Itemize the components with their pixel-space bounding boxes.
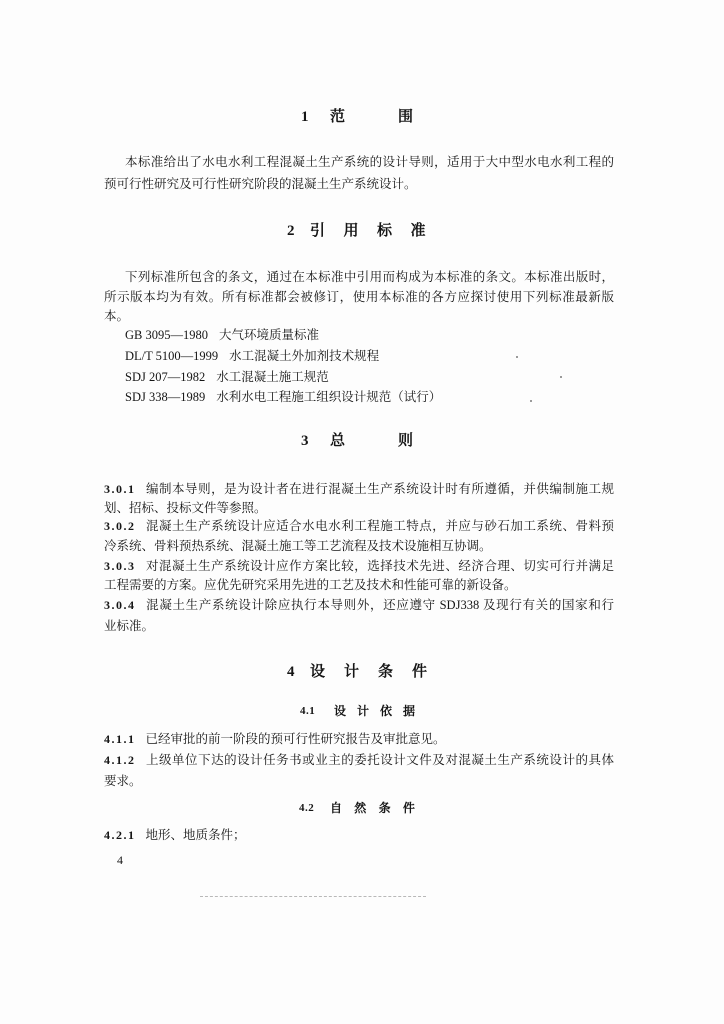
clause-line bbox=[104, 729, 614, 749]
standard-code: SDJ 338—1989 bbox=[125, 390, 206, 404]
subsection-heading-4-2 bbox=[0, 798, 724, 818]
subsection-title: 设计依据 bbox=[334, 704, 427, 718]
scan-artifact-line bbox=[200, 896, 426, 897]
clause-line bbox=[104, 516, 614, 536]
standard-code: DL/T 5100—1999 bbox=[125, 349, 219, 363]
clause-text: 上级单位下达的设计任务书或业主的委托设计文件及对混凝土生产系统设计的具体 bbox=[145, 753, 614, 767]
clause-text: 已经审批的前一阶段的预可行性研究报告及审批意见。 bbox=[145, 732, 446, 746]
clause-line bbox=[104, 479, 614, 499]
clause-line bbox=[104, 595, 614, 615]
section-heading-2 bbox=[0, 220, 724, 242]
page-number: 4 bbox=[117, 853, 123, 867]
clause-text: 对混凝土生产系统设计应作方案比较，选择技术先进、经济合理、切实可行并满足 bbox=[145, 559, 614, 573]
clause-text: 地形、地质条件； bbox=[145, 828, 246, 842]
clause-number: 4.2.1 bbox=[104, 828, 136, 842]
section-number: 2 bbox=[287, 223, 295, 239]
paragraph-line: 下列标准所包含的条文，通过在本标准中引用而构成为本标准的条文。本标准出版时， bbox=[125, 270, 614, 284]
standard-list-item bbox=[125, 387, 614, 407]
clause-number: 4.1.2 bbox=[104, 753, 136, 767]
standard-title: 水利水电工程施工组织设计规范（试行） bbox=[216, 390, 442, 404]
standard-title: 大气环境质量标准 bbox=[219, 328, 320, 342]
clause-number: 3.0.3 bbox=[104, 559, 136, 573]
standard-list-item bbox=[125, 346, 614, 366]
standard-title: 水工混凝土外加剂技术规程 bbox=[229, 349, 380, 363]
subsection-number: 4.2 bbox=[299, 802, 315, 814]
paragraph-line: 所示版本均为有效。所有标准都会被修订，使用本标准的各方应探讨使用下列标准最新版 bbox=[104, 290, 614, 304]
section-title: 范围 bbox=[330, 109, 467, 125]
clause-line: 冷系统、骨料预热系统、混凝土施工等工艺流程及技术设施相互协调。 bbox=[104, 539, 492, 553]
section-number: 4 bbox=[287, 664, 295, 680]
clause-text: 编制本导则，是为设计者在进行混凝土生产系统设计时有所遵循，并供编制施工规 bbox=[145, 482, 614, 496]
clause-line bbox=[104, 825, 614, 845]
paragraph-line: 预可行性研究及可行性研究阶段的混凝土生产系统设计。 bbox=[104, 177, 417, 191]
clause-number: 3.0.1 bbox=[104, 482, 136, 496]
scan-speck bbox=[560, 376, 562, 378]
clause-line: 工程需要的方案。应优先研究采用先进的工艺及技术和性能可靠的新设备。 bbox=[104, 578, 517, 592]
subsection-title: 自然条件 bbox=[330, 801, 428, 815]
section-title: 引用标准 bbox=[310, 223, 445, 239]
paragraph-line: 本。 bbox=[104, 309, 130, 323]
standard-list-item bbox=[125, 325, 614, 345]
clause-line bbox=[104, 556, 614, 576]
clause-line: 要求。 bbox=[104, 774, 142, 788]
section-title: 总则 bbox=[330, 433, 467, 449]
clause-text: 混凝土生产系统设计应适合水电水利工程施工特点，并应与砂石加工系统、骨料预 bbox=[145, 519, 614, 533]
subsection-heading-4-1 bbox=[0, 701, 724, 721]
section-number: 3 bbox=[301, 433, 309, 449]
subsection-number: 4.1 bbox=[300, 705, 316, 717]
clause-line: 业标准。 bbox=[104, 619, 155, 633]
scan-speck bbox=[516, 356, 518, 358]
standard-code: GB 3095—1980 bbox=[125, 328, 208, 342]
scan-speck bbox=[530, 400, 532, 402]
paragraph-line: 本标准给出了水电水利工程混凝土生产系统的设计导则，适用于大中型水电水利工程的 bbox=[125, 155, 614, 169]
section-number: 1 bbox=[301, 109, 309, 125]
clause-line bbox=[104, 750, 614, 770]
clause-number: 3.0.4 bbox=[104, 598, 136, 612]
clause-text: 混凝土生产系统设计除应执行本导则外，还应遵守 SDJ338 及现行有关的国家和行 bbox=[145, 598, 614, 612]
standard-title: 水工混凝土施工规范 bbox=[216, 370, 329, 384]
standard-code: SDJ 207—1982 bbox=[125, 370, 206, 384]
clause-number: 4.1.1 bbox=[104, 732, 136, 746]
section-title: 设计条件 bbox=[310, 664, 447, 680]
clause-number: 3.0.2 bbox=[104, 519, 136, 533]
section-heading-3 bbox=[0, 430, 724, 452]
section-heading-1 bbox=[0, 106, 724, 128]
standard-list-item bbox=[125, 367, 614, 387]
clause-line: 划、招标、投标文件等参照。 bbox=[104, 501, 267, 515]
section-heading-4 bbox=[0, 661, 724, 683]
